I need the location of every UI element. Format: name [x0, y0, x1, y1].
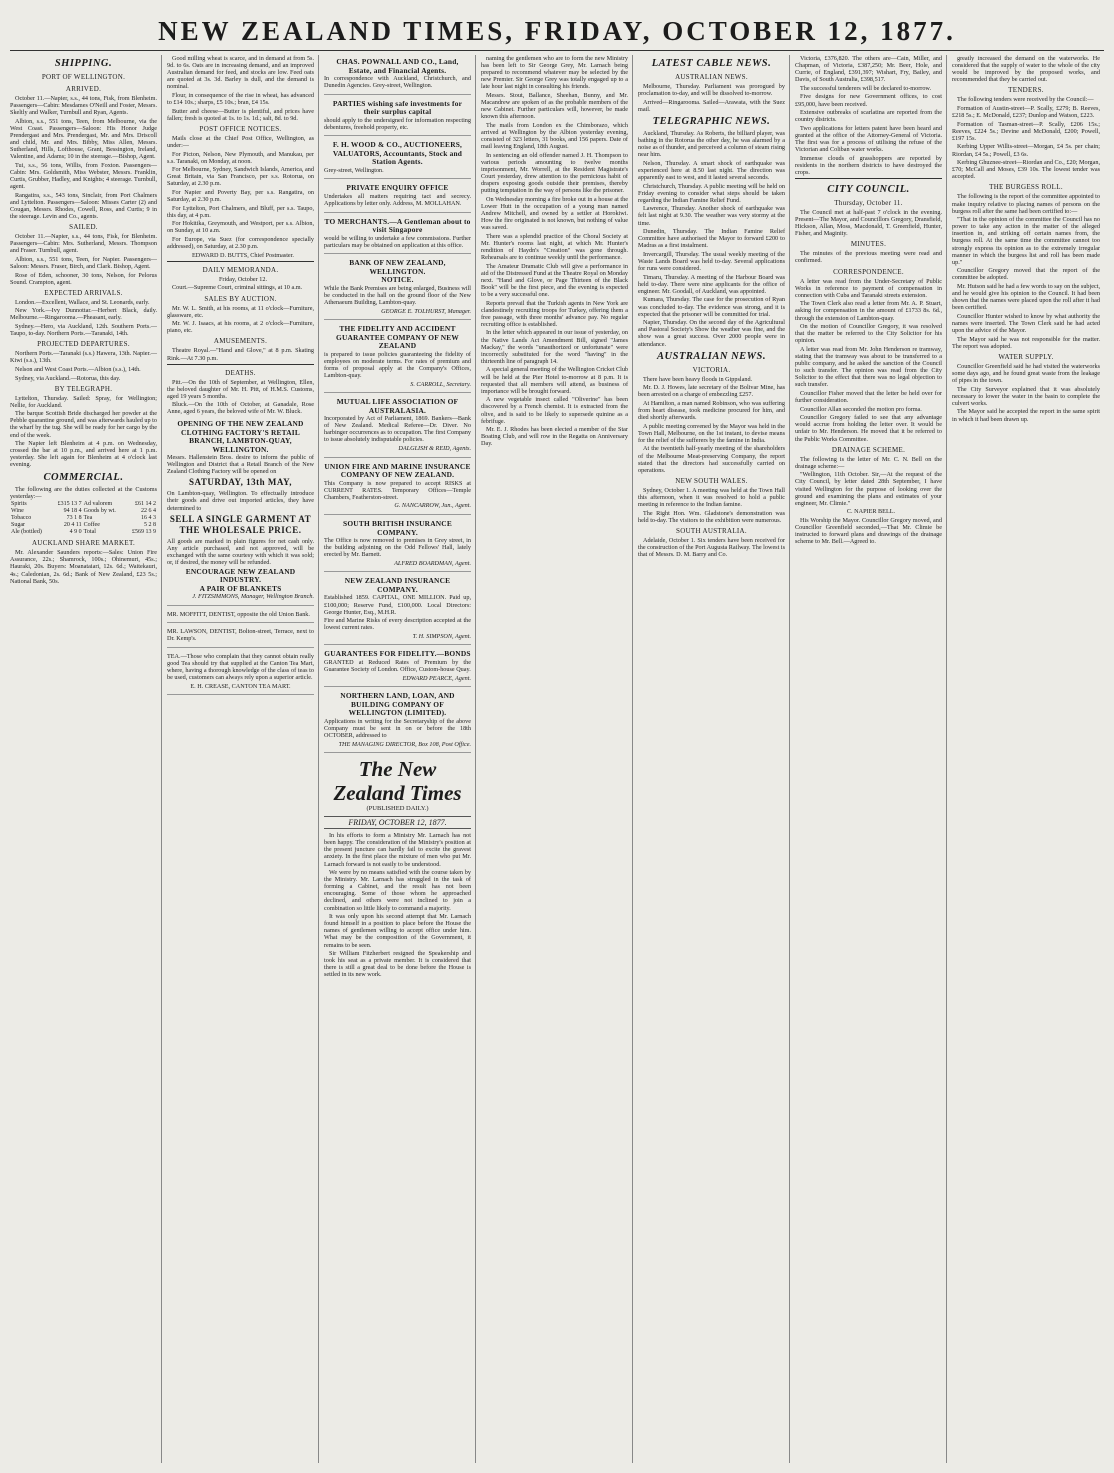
pownall-ad: [324, 55, 471, 95]
ad-text: While the Bank Premises are being enlarged, Business will be conducted in the hall on the ground floor of the New Athenaeum Building, Lambton-quay.: [324, 284, 471, 307]
duties-cell: 5 2 8: [144, 522, 156, 529]
duties-cell: Total: [83, 529, 96, 536]
duties-table: [10, 501, 157, 536]
duties-cell: Goods by wt.: [83, 508, 116, 515]
duties-cell: 16 4 3: [141, 515, 156, 522]
duties-cell: 73 1 8: [66, 515, 82, 522]
city-council-title: CITY COUNCIL.: [827, 184, 910, 195]
editorial-dateline: FRIDAY, OCTOBER 12, 1877.: [324, 816, 471, 829]
commercial-intro: The following are the duties collected at the Customs yesterday:—: [10, 485, 157, 500]
council-paragraph: Councillor Fisher moved that the letter be held over for further consideration.: [795, 389, 942, 405]
news-paragraph: Extensive outbreaks of scarlatina are reported from the country districts.: [795, 109, 942, 124]
post-office-item: For Melbourne, Sydney, Sandwich Islands, America, and Great Britain, via San Francisco, per s.s. Rotorua, on Saturday, at 2.30 p.m.: [167, 166, 314, 188]
merchants-ad: [324, 215, 471, 255]
duties-cell: Wine: [11, 508, 24, 515]
council-date: Thursday, October 11.: [834, 199, 903, 207]
arrived-paragraph: Rangatira, s.s., 543 tons, Sinclair, from Port Chalmers and Lyttelton. Passengers—Saloon: Misses Carter (2) and Cougan, Messrs. Rhodes, Cowell, Ross, and Curtis; 9 in the steerage. Levin and Co., agents.: [10, 191, 157, 220]
newspaper-subtitle: (PUBLISHED DAILY.): [366, 805, 429, 813]
projected-title: PROJECTED DEPARTURES.: [37, 340, 130, 349]
enquiry-office-ad: [324, 181, 471, 212]
ad-heading: TO MERCHANTS.—A Gentleman about to visit Singapore: [324, 216, 471, 235]
ad-date: SATURDAY, 13th MAY,: [188, 477, 293, 488]
wood-auctioneers-ad: [324, 138, 471, 179]
minutes-title: MINUTES.: [850, 240, 887, 249]
burgess-paragraph: "That in the opinion of the committee the Council has no power to take any action in the matter of the alleged insertion in, and striking off certain names from, the burgess roll. At the same time the committee cannot too strongly express its opinion as to the extremely irregular manner in which the burgess list and roll has been made up.": [952, 216, 1100, 266]
column-7: [952, 55, 1104, 1463]
ad-heading: OPENING OF THE NEW ZEALAND CLOTHING FACTORY'S RETAIL BRANCH, LAMBTON-QUAY, WELLINGTON.: [177, 419, 304, 454]
ad-signature: E. H. CREASE, CANTON TEA MART.: [190, 682, 291, 690]
post-office-item: For Napier and Poverty Bay, per s.s. Rangatira, on Saturday, at 2.30 p.m.: [167, 189, 314, 204]
ad-heading: F. H. WOOD & CO., AUCTIONEERS, VALUATORS, Accountants, Stock and Station Agents.: [332, 140, 463, 167]
ad-signature: J. FITZSIMMONS, Manager, Wellington Branch.: [192, 593, 314, 600]
tea-ad: [167, 650, 314, 695]
tenders-paragraph: Formation of Tasman-street—P. Scally, £206 15s.; Reeves, £224 5s.; Devine and McDonald, £200; Powell, £197 15s.: [952, 120, 1100, 142]
post-office-item: For Lyttelton, Port Chalmers, and Bluff, per s.s. Taupo, this day, at 4 p.m.: [167, 204, 314, 219]
nsw-paragraph: The Right Hon. Wm. Gladstone's demonstration was held to-day. The visitors to the exhibition were numerous.: [638, 509, 785, 524]
investment-ad: [324, 97, 471, 137]
news-paragraph: There was a splendid practice of the Choral Society at Mr. Hunter's rooms last night, at which Mr. Hunter's rendition of Haydn's "Creation" was gone through. Rehearsals are to continue weekly until the performance.: [481, 232, 628, 262]
column-2: [167, 55, 319, 1463]
water-paragraph: The City Surveyor explained that it was absolutely necessary to lower the water in the basin to complete the culvert works.: [952, 385, 1100, 407]
news-paragraph: Victoria, £376,820. The others are—Cain, Miller, and Chapman, of Victoria, £387,250; Mr. Beer, Hole, and Currie, of England, £391,397; Wishart, Fry, Bailey, and Davis, of South Australia, £398,517.: [795, 55, 942, 84]
sales-item: Mr. W. L. Smith, at his rooms, at 11 o'clock—Furniture, glassware, etc.: [167, 304, 314, 319]
divider: [795, 178, 942, 179]
ad-text: The Office is now removed to premises in Grey street, in the building adjoining on the Odd Fellows' Hall, lately erected by Mr. Barnett.: [324, 537, 471, 559]
deaths-paragraph: Bluck.—On the 10th of October, at Ganadale, Rose Anne, aged 6 years, the beloved wife of Mr. W. Bluck.: [167, 401, 314, 416]
telegraphic-item: Timaru, Thursday. A meeting of the Harbour Board was held to-day. There were nine applicants for the office of engineer. Mr. Goodall, of Auckland, was appointed.: [638, 273, 785, 295]
post-office-item: For Europe, via Suez (for correspondence specially addressed), on Saturday, at 2.30 p.m.: [167, 236, 314, 251]
telegraphic-item: Auckland, Thursday. As Roberts, the billiard player, was bathing in the Rotorua the other day, he was alarmed by a noise as of thunder, and perceived a column of steam rising near him.: [638, 129, 786, 159]
tenders-paragraph: Kerbing Upper Willis-street—Morgan, £4 5s. per chain; Riordan, £4 5s.; Powell, £3 6s.: [952, 143, 1100, 158]
news-paragraph: Immense clouds of grasshoppers are reported by residents in the northern districts to have destroyed the crops.: [795, 154, 942, 176]
ad-text: In correspondence with Auckland, Christchurch, and Dunedin Agencies. Grey-street, Wellington.: [324, 75, 471, 90]
tenders-intro: The following tenders were received by the Council:—: [957, 96, 1094, 104]
guarantees-ad: [324, 647, 471, 687]
nsw-paragraph: Sydney, October 1. A meeting was held at the Town Hall this afternoon, when it was resolved to hold a public meeting in reference to the Indian famine.: [638, 486, 785, 508]
shipping-title: SHIPPING.: [54, 58, 113, 69]
ad-text: Applications in writing for the Secretaryship of the above Company must be sent in on or before the 18th OCTOBER, addressed to: [324, 717, 471, 739]
duties-cell: Sugar: [11, 522, 25, 529]
union-fire-ad: [324, 460, 471, 515]
editorial-paragraph: It was only upon his second attempt that Mr. Larnach found himself in a position to place before the House the names of gentlemen willing to accept office under him. What may be the composition of the Government, it remains to be seen.: [324, 913, 471, 949]
ad-heading: THE FIDELITY AND ACCIDENT GUARANTEE COMPANY OF NEW ZEALAND: [336, 324, 459, 351]
telegraphic-item: Nelson, Thursday. A smart shock of earthquake was experienced here at 8.50 last night. The direction was apparently east to west, and it lasted several seconds.: [638, 159, 785, 181]
duties-cell: 20 4 11: [63, 522, 82, 529]
council-paragraph: "Wellington, 11th October. Sir,—At the request of the City Council, by letter dated 28th September, I have visited Wellington for the purpose of looking over the ground and examining the plans and estimates of your engineer, Mr. Climie.": [795, 471, 942, 507]
telegraphic-item: Dunedin, Thursday. The Indian Famine Relief Committee have authorised the Mayor to forward £200 to Madras as a first instalment.: [638, 228, 785, 250]
telegraph-paragraph: The Napier left Blenheim at 4 p.m. on Wednesday, crossed the bar at 10 p.m., and arrived here at 1 p.m. yesterday. She left again for Blenheim at 4 o'clock last evening.: [10, 440, 157, 469]
news-paragraph: Reports prevail that the Turkish agents in New York are clandestinely recruiting troops for Turkey, offering them a free passage, with three months' advance pay. No regular recruiting office is established.: [481, 299, 628, 328]
council-signature: C. NAPIER BELL.: [846, 508, 896, 516]
victoria-paragraph: There have been heavy floods in Gippsland.: [643, 375, 753, 383]
ad-text: MR. LAWSON, DENTIST, Bolton-street, Terrace, next to Dr. Kemp's.: [167, 628, 314, 643]
arrived-paragraph: October 11.—Napier, s.s., 44 tons, Fisk, from Blenheim. Passengers—Cabin: Mesdames O'Neill and Foster, Messrs. Skeltly and Walker, Turnbull and Ryan, Agents.: [10, 95, 157, 117]
telegraphic-list: [638, 130, 785, 348]
cable-news-title: LATEST CABLE NEWS.: [651, 58, 772, 69]
tenders-paragraph: Kerbing Ghuznee-street—Riordan and Co., £20; Morgan, £70; McCall and Moses, £39 10s. The lowest tender was accepted.: [952, 159, 1100, 181]
market-paragraph: Flour, in consequence of the rise in wheat, has advanced to £14 10s.; sharps, £5 10s.; bran, £4 15s.: [167, 91, 314, 107]
editorial-paragraph: In his efforts to form a Ministry Mr. Larnach has not been happy. The consideration of the Ministry's position at the present juncture can hardly fail to excite the gravest anxiety. In the first place the mixture of men who put Mr. Larnach forward is not easily to be understood.: [324, 832, 471, 868]
water-supply-title: WATER SUPPLY.: [998, 352, 1054, 361]
ad-text: All goods are marked in plain figures for net cash only. Any article purchased, and not approved, will be exchanged with the same courtesy with which it was sold; or, if desired, the money will be refunded.: [167, 537, 314, 566]
arrived-title: ARRIVED.: [65, 85, 102, 93]
victoria-paragraph: At the twentieth half-yearly meeting of the shareholders of the Melbourne Meat-preserving Company, the report stated that the directors had successfully carried on operations.: [638, 445, 785, 474]
victoria-title: VICTORIA.: [692, 365, 731, 374]
duties-cell: 94 18 4: [63, 508, 82, 515]
council-paragraph: greatly increased the demand on the waterworks. He considered that the supply of water to the whole of the city would be improved by the proposed works, and recommended that they be carried out.: [952, 55, 1100, 84]
water-paragraph: The Mayor said he accepted the report in the same spirit in which it had been drawn up.: [952, 408, 1100, 423]
duties-cell: Tobacco: [11, 515, 32, 522]
news-paragraph: A new vegetable insect called "Oliverine" has been discovered by a French chemist. It is extracted from the olive, and is said to be likely to supersede quinine as a febrifuge.: [481, 396, 628, 425]
council-paragraph: Councillor Allan seconded the motion pro forma.: [800, 405, 922, 413]
mutual-life-ad: [324, 395, 471, 457]
column-5: [638, 55, 790, 1463]
duties-cell: Tea: [83, 515, 93, 522]
nz-insurance-ad: [324, 574, 471, 645]
council-paragraph: The minutes of the previous meeting were read and confirmed.: [795, 250, 942, 265]
masthead-rule: [10, 50, 1104, 51]
masthead: NEW ZEALAND TIMES, FRIDAY, OCTOBER 12, 1877.: [158, 16, 956, 46]
telegraph-paragraph: Lyttelton, Thursday. Sailed: Spray, for Wellington; Nellie, for Auckland.: [10, 394, 157, 409]
news-paragraph: naming the gentlemen who are to form the new Ministry has been left to Sir George Grey, Mr. Larnach being prepared to recommend whatever may be selected by the new Premier. Sir George Grey was totally engaged up to a late hour last night in consulting his friends.: [481, 55, 628, 91]
sales-list: [167, 305, 314, 335]
ad-text: TEA.—Those who complain that they cannot obtain really good Tea should try that supplied at the Canton Tea Mart, where, having a thorough knowledge of the class of teas to be used, customers can always rely upon a superior article.: [167, 652, 314, 682]
council-paragraph: A letter was read from Mr. John Henderson re tramway, stating that the tramway was about to be transferred to a public company, and he asked the sanction of the Council to such transfer. The opinion was read from the City Solicitor to the effect that there was no legal objection to such transfer.: [795, 345, 942, 389]
australian-news-title: AUSTRALIAN NEWS.: [675, 73, 748, 81]
duties-cell: Spirits: [11, 501, 27, 508]
ad-text: would be willing to undertake a few commissions. Further particulars may be obtained on application at this office.: [324, 234, 471, 249]
duties-cell: £569 13 9: [132, 529, 156, 536]
ad-signature: T. H. SIMPSON, Agent.: [412, 632, 471, 640]
ad-signature: ALFRED BOARDMAN, Agent.: [394, 559, 471, 567]
projected-paragraph: Nelson and West Coast Ports.—Albion (s.s.), 14th.: [15, 365, 141, 373]
cable-paragraph: Melbourne, Thursday. Parliament was prorogued by proclamation to-day, and will be dissolved to-morrow.: [638, 83, 785, 98]
nsw-title: NEW SOUTH WALES.: [675, 476, 748, 485]
telegraphic-item: Lawrence, Thursday. Another shock of earthquake was felt last night at 9.30. The weather was very stormy at the time.: [638, 205, 785, 227]
news-paragraph: Messrs. Stout, Ballance, Sheehan, Bunny, and Mr. Macandrew are spoken of as the probable members of the new Cabinet. Further particulars will, however, be made known this afternoon.: [481, 91, 628, 121]
sailed-paragraph: October 11.—Napier, s.s., 44 tons, Fisk, for Blenheim. Passengers—Cabin: Mrs. Sutherland, Messrs. Thompson and Fraser. Turnbull, agent.: [10, 233, 157, 255]
burgess-paragraph: The following is the report of the committee appointed to make inquiry relative to placing names of persons on the burgess roll after the same had been certified to:—: [952, 193, 1100, 215]
post-office-signature: EDWARD D. BUTTS, Chief Postmaster.: [192, 251, 294, 259]
post-office-title: POST OFFICE NOTICES.: [199, 124, 282, 133]
northern-land-ad: [324, 689, 471, 753]
telegraphic-news-title: TELEGRAPHIC NEWS.: [652, 115, 771, 127]
projected-paragraph: Sydney, via Auckland.—Rotorua, this day.: [15, 374, 121, 382]
ad-heading: SOUTH BRITISH INSURANCE COMPANY.: [343, 519, 452, 537]
duties-cell: £61 14 2: [135, 501, 156, 508]
ad-heading: NORTHERN LAND, LOAN, AND BUILDING COMPANY OF WELLINGTON (LIMITED).: [340, 691, 455, 718]
ad-offer: SELL A SINGLE GARMENT AT THE WHOLESALE PRICE.: [169, 513, 312, 535]
post-office-item: For Picton, Nelson, New Plymouth, and Manukau, per s.s. Taranaki, on Monday, at noon.: [167, 150, 314, 165]
ad-heading: MUTUAL LIFE ASSOCIATION OF AUSTRALASIA.: [336, 397, 459, 415]
sa-paragraph: Adelaide, October 1. Six tenders have been received for the construction of the Port Augusta Railway. The lowest is that of Messrs. D. M. Barry and Co.: [638, 536, 785, 558]
newspaper-title: The New Zealand Times: [333, 757, 462, 806]
burgess-paragraph: The Mayor said he was not responsible for the matter. The report was adopted.: [952, 335, 1100, 350]
amusements-paragraph: Theatre Royal.—"Hand and Glove," at 8 p.m. Skating Rink.—At 7.30 p.m.: [167, 347, 314, 362]
ad-text: MR. MOFFITT, DENTIST, opposite the old Union Bank.: [167, 610, 310, 618]
ad-signature: EDWARD PEARCE, Agent.: [402, 674, 471, 682]
ad-text: Established 1859. CAPITAL, ONE MILLION. Paid up, £100,000; Reserve Fund, £100,000. Local Directors: George Hunter, Esq., M.H.R.: [324, 594, 471, 616]
telegraph-paragraph: The barque Scottish Bride discharged her powder at the Pebble quarantine ground, and was afterwards hauled up to the wharf by the tug. She will be ready for her cargo by the end of the week.: [10, 410, 157, 439]
memoranda-title: DAILY MEMORANDA.: [202, 265, 279, 274]
expected-paragraph: Sydney.—Hero, via Auckland, 12th. Southern Ports.—Taupo, to-day. Northern Ports.—Taranaki, 14th.: [10, 323, 157, 338]
news-paragraph: A special general meeting of the Wellington Cricket Club will be held at the Pier Hotel to-morrow at 8 p.m. It is requested that all members will attend, as business of importance will be brought forward.: [481, 366, 629, 395]
burgess-paragraph: Councillor Hunter wished to know by what authority the names were inserted. The Town Clerk said he had acted upon the advice of the Mayor.: [952, 312, 1100, 335]
commercial-title: COMMERCIAL.: [43, 471, 124, 483]
projected-paragraph: Northern Ports.—Taranaki (s.s.) Hawera, 13th. Napier.—Kiwi (s.s.), 13th.: [10, 350, 157, 365]
news-paragraph: The successful tenderers will be declared to-morrow.: [800, 84, 932, 92]
duties-cell: Coffee: [83, 522, 100, 529]
divider: [167, 261, 314, 262]
ad-signature: G. NANCARROW, Jun., Agent.: [394, 502, 471, 510]
council-paragraph: The Council met at half-past 7 o'clock in the evening. Present—The Mayor, and Councillors Gregory, Dransfield, Hickson, Allan, Moss, Macdonald, T. Greenfield, Hunter, Fisher, and Maginity.: [795, 209, 942, 238]
victoria-paragraph: Mr. D. J. Howes, late secretary of the Bolivar Mine, has been arrested on a charge of embezzling £257.: [638, 384, 785, 399]
sa-title: SOUTH AUSTRALIA.: [676, 526, 747, 535]
correspondence-title: CORRESPONDENCE.: [833, 267, 904, 276]
duties-row: [10, 529, 157, 536]
ad-text: is prepared to issue policies guaranteeing the fidelity of employees on moderate terms. For rates of premium and forms of proposal apply at the Company's Offices, Lambton-quay.: [324, 350, 471, 379]
column-3: [324, 55, 476, 1463]
arrived-paragraph: Tui, s.s., 56 tons, Willis, from Foxton. Passengers—Cabin: Mrs. Goldsmith, Miss Webster, Messrs. Franklin, Curtis, Grubber, Hadley, and Knights; 4 steerage. Turnbull, agent.: [10, 161, 157, 191]
news-paragraph: Mr. E. J. Rhodes has been elected a member of the Star Boating Club, and will row in the Regatta on Anniversary Day.: [481, 426, 628, 448]
news-paragraph: On Wednesday morning a fire broke out in a house at the Lower Hutt in the occupation of a young man named Andrew Mitchell, and owned by a settler at Horokiwi. How the fire originated is not known, but nothing of value was saved.: [481, 195, 628, 232]
news-paragraph: The mails from London ex the Chimborazo, which arrived at Wellington by the Albion yesterday evening, consisted of 323 letters, 31 books, and 156 papers. Date of mail leaving England, 18th August.: [481, 121, 628, 151]
fidelity-ad: [324, 322, 471, 393]
victoria-paragraph: At Hamilton, a man named Robinson, who was suffering from heart disease, took medicine procured for him, and died shortly afterwards.: [638, 399, 785, 422]
duties-cell: 22 6 4: [141, 508, 156, 515]
ad-text: Undertakes all matters requiring tact and secrecy. Applications by letter only. Address, M. MOLLAHAN.: [324, 192, 471, 208]
ad-heading: CHAS. POWNALL AND CO., Land, Estate, and Financial Agents.: [336, 57, 459, 75]
duties-cell: Ale (bottled): [11, 529, 42, 536]
duties-cell: 4 9 0: [69, 529, 82, 536]
victoria-paragraph: A public meeting convened by the Mayor was held in the Town Hall, Melbourne, on the 1st instant, to devise means for the relief of the sufferers by the famine in India.: [638, 422, 785, 444]
deaths-paragraph: Pitt.—On the 10th of September, at Wellington, Ellen, the beloved daughter of Mr. H. Pitt, of H.M.S. Customs, aged 19 years 5 months.: [167, 378, 314, 400]
ad-heading: PARTIES wishing safe investments for their surplus capital: [332, 98, 463, 117]
market-paragraph: Good milling wheat is scarce, and in demand at from 5s. 9d. to 6s. Oats are in increasing demand, and an improved Australian demand for feed, and stocks are low. Feed oats are quoted at 3s. 3d. Barley is dull, and the demand is nominal.: [167, 55, 314, 91]
sales-item: Mr. W. J. Isaacs, at his rooms, at 2 o'clock—Furniture, piano, etc.: [167, 320, 314, 335]
column-6: [795, 55, 947, 1463]
ad-text: Incorporated by Act of Parliament, 1869. Bankers—Bank of New Zealand. Medical Referee—Dr. Diver. No harbinger occurrences as to occupation. The first Company to issue absolutely indisputable policies.: [324, 415, 471, 444]
editorial-paragraph: We were by no means satisfied with the course taken by the Ministry. Mr. Larnach has struggled in the task of forming a Cabinet, and the result has not been encouraging. Some of those whom he approached declined, and others were not inclined to join a combination so little likely to command a majority.: [324, 869, 471, 912]
duties-row: [10, 508, 157, 515]
share-market-paragraph: Mr. Alexander Saunders reports:—Sales: Union Fire Assurance, 22s.; Shamrock, 100s.; Ohinemuri, 45s.; Hauraki, 20s. Buyers: Moanataiari, 12s. 6d.; Waitekauri, 4s.; Caledonian, 2s. 6d.; Bank of New Zealand, £23 5s.; National Bank, 50s.: [10, 549, 157, 585]
council-paragraph: On the motion of Councillor Gregory, it was resolved that the matter be referred to the City Solicitor for his opinion.: [795, 323, 942, 345]
ad-text: On Lambton-quay, Wellington. To effectually introduce their goods and drive out imported articles, they have determined to: [167, 490, 314, 512]
ad-signature: DALGLISH & REID, Agents.: [398, 445, 471, 453]
duties-row: [10, 501, 157, 508]
columns: [10, 55, 1104, 1463]
duties-cell: Ad valorem: [83, 501, 113, 508]
tenders-title: TENDERS.: [1008, 86, 1044, 95]
arrived-paragraph: Albion, s.s., 551 tons, Teen, from Melbourne, via the West Coast. Passengers—Saloon: His Honor Judge Prendergast and Mrs. Prendergast, Mr. and Mrs. Driscoll and child, Mr. and Mrs. Bibby, Miss Allen, Messrs. Sutherland, Hills, Lofthouse, Grant, Bessington, Ireland, Valentine, and Adams; 10 in the steerage.—Bishop, Agent.: [10, 117, 157, 161]
council-paragraph: His Worship the Mayor. Councillor Gregory moved, and Councillor Greenfield seconded,—That Mr. Climie be instructed to forward plans and drawings of the drainage scheme to Mr. Bell.—Agreed to.: [795, 516, 942, 546]
column-1: [10, 55, 162, 1463]
ad-heading: UNION FIRE AND MARINE INSURANCE COMPANY OF NEW ZEALAND.: [324, 461, 471, 480]
council-paragraph: A letter was read from the Under-Secretary of Public Works in reference to payment of compensation in connection with Cuba and Taranaki streets extension.: [795, 277, 942, 299]
amusements-title: AMUSEMENTS.: [213, 337, 268, 346]
burgess-title: THE BURGESS ROLL.: [989, 183, 1063, 192]
south-british-ad: [324, 517, 471, 572]
ad-text: Messrs. Hallenstein Bros. desire to inform the public of Wellington and District that a Retail Branch of the New Zealand Clothing Factory will be opened on: [167, 454, 314, 476]
ad-heading: NEW ZEALAND INSURANCE COMPANY.: [344, 576, 451, 594]
telegraphic-item: Invercargill, Thursday. The usual weekly meeting of the Waste Lands Board was held to-day. Several applications for runs were considered.: [638, 250, 785, 273]
expected-paragraph: New York.—Ivy Dunnottar.—Herbert Black, daily. Melbourne.—Ringarooma.—Pheasant, early.: [10, 307, 157, 322]
port-title: PORT OF WELLINGTON.: [41, 73, 126, 81]
ad-heading: GUARANTEES FOR FIDELITY.—BONDS: [324, 649, 471, 659]
sales-title: SALES BY AUCTION.: [204, 294, 277, 303]
ad-text: GRANTED at Reduced Rates of Premium by the Guarantee Society of London. Office, Custom-house Quay.: [324, 658, 471, 674]
council-paragraph: The Town Clerk also read a letter from Mr. A. P. Stuart, asking for compensation in the amount of £1733 8s. 6d., through the extension of Lambton-quay.: [795, 300, 942, 322]
ad-subheading: NOTICE.: [381, 275, 414, 285]
cable-paragraph: Arrived—Ringarooma. Sailed—Arawata, with the Suez mail.: [638, 98, 785, 113]
ad-text: Fire and Marine Risks of every description accepted at the lowest current rates.: [324, 617, 471, 632]
australian-news-title-2: AUSTRALIAN NEWS.: [657, 350, 766, 362]
ad-text: Grey-street, Wellington.: [324, 166, 384, 174]
column-4: [481, 55, 633, 1463]
ad-text: This Company is now prepared to accept RISKS at CURRENT RATES. Temporary Offices—Temple Chambers, Featherston-street.: [324, 479, 471, 501]
sailed-paragraph: Rose of Eden, schooner, 30 tons, Nelson, for Pelorus Sound. Crampton, agent.: [10, 271, 157, 286]
dentist-ad: [167, 625, 314, 648]
burgess-paragraph: Mr. Hutson said he had a few words to say on the subject, and he would give his opinion to the Council. It had been shown that the names were placed upon the roll after it had been certified.: [952, 283, 1100, 312]
expected-title: EXPECTED ARRIVALS.: [44, 288, 123, 297]
market-paragraph: Butter and cheese—Butter is plentiful, and prices have fallen; fresh is quoted at 1s. to 1s. 1d.; salt, 8d. to 9d.: [167, 107, 314, 122]
post-office-intro: Mails close at the Chief Post Office, Wellington, as under:—: [167, 134, 314, 149]
duties-cell: £315 13 7: [57, 501, 82, 508]
water-paragraph: Councillor Greenfield said he had visited the waterworks some days ago, and he found great waste from the leakage of pipes in the town.: [952, 362, 1100, 385]
memoranda-court: Court.—Supreme Court, criminal sittings, at 10 a.m.: [172, 284, 303, 292]
post-office-item: For Hokitika, Greymouth, and Westport, per s.s. Albion, on Sunday, at 10 a.m.: [167, 220, 314, 235]
deaths-title: DEATHS.: [225, 368, 256, 377]
telegraphic-item: Napier, Thursday. On the second day of the Agricultural and Pastoral Society's Show the weather was fine, and the show was a great success. Over 2000 people were in attendance.: [638, 319, 785, 348]
ad-signature: S. CARROLL, Secretary.: [410, 380, 471, 388]
sailed-paragraph: Albion, s.s., 551 tons, Teen, for Napier. Passengers—Saloon: Messrs. Fraser, Birch, and Clark. Bishop, Agent.: [10, 255, 157, 270]
telegraph-title: BY TELEGRAPH.: [54, 384, 113, 393]
share-market-title: AUCKLAND SHARE MARKET.: [31, 539, 136, 548]
ad-heading: PRIVATE ENQUIRY OFFICE: [346, 183, 449, 193]
divider: [167, 364, 314, 365]
news-paragraph: In the letter which appeared in our issue of yesterday, on the Native Lands Act Amendment Bill, signed "James Mackay," the words "unauthorized or unfortunate" were incorrectly substituted for the word "having" in the thirteenth line of paragraph 14.: [481, 329, 628, 365]
burgess-paragraph: Councillor Gregory moved that the report of the committee be adopted.: [952, 267, 1100, 282]
news-paragraph: Two applications for letters patent have been heard and granted at the office of the Attorney-General of Victoria. The first was for a process of utilising the refuse of the Victorian and Coliban water works.: [795, 124, 942, 154]
expected-paragraph: London.—Excellent, Wallace, and St. Leonards, early.: [15, 298, 150, 306]
news-paragraph: Five designs for new Government offices, to cost £95,000, have been received.: [795, 93, 942, 108]
post-office-list: [167, 151, 314, 251]
clothing-factory-ad: [167, 417, 314, 606]
tenders-paragraph: Formation of Austin-street—P. Scally, £279; B. Reeves, £218 5s.; E. McDonald, £237; Dunlop and Watson, £223.: [952, 104, 1100, 120]
news-paragraph: The Amateur Dramatic Club will give a performance in aid of the Distressed Fund at the Theatre Royal on Monday next. "Hand and Glove, or Page Thirteen of the Black Book" will be the first piece, and the evening is expected to be a very successful one.: [481, 262, 628, 298]
ad-blankets: A PAIR OF BLANKETS: [199, 583, 282, 593]
news-paragraph: In sentencing an old offender named J. H. Thompson to various periods amounting to twelve months imprisonment, Mr. Worrell, at the Resident Magistrate's Court yesterday, drew attention to the pernicious habit of drapers exposing goods outside their premises, thereby putting temptation in the way of persons like the prisoner.: [481, 151, 628, 195]
editorial-paragraph: Sir William Fitzherbert resigned the Speakership and took his seat as a private member. It is considered that there is still a great deal to be done before the House is settled in its new work.: [324, 950, 471, 979]
sailed-title: SAILED.: [69, 223, 98, 232]
memoranda-date: Friday, October 12.: [218, 275, 268, 283]
ad-signature: THE MANAGING DIRECTOR, Box 108, Post Office.: [338, 740, 471, 748]
drainage-title: DRAINAGE SCHEME.: [831, 445, 906, 454]
ad-heading: BANK OF NEW ZEALAND, WELLINGTON.: [349, 258, 446, 276]
telegraphic-item: Kumara, Thursday. The case for the prosecution of Ryan was concluded to-day. The evidence was strong, and it is expected that the prisoner will be committed for trial.: [638, 296, 785, 318]
council-paragraph: Councillor Gregory failed to see that any advantage would accrue from holding the letter over. It would be unfair to Mr. Henderson. He moved that it be referred to the Public Works Committee.: [795, 414, 942, 443]
dentist-ad: [167, 608, 314, 624]
ad-slogan: ENCOURAGE NEW ZEALAND INDUSTRY.: [185, 566, 296, 584]
ad-signature: GEORGE E. TOLHURST, Manager.: [381, 307, 471, 315]
bank-ad: [324, 256, 471, 320]
ad-text: should apply to the undersigned for information respecting debentures, freehold property, etc.: [324, 116, 471, 131]
council-paragraph: The following is the letter of Mr. C. N. Bell on the drainage scheme:—: [795, 455, 942, 470]
telegraphic-item: Christchurch, Thursday. A public meeting will be held on Friday evening to consider what steps should be taken regarding the Indian Famine Relief Fund.: [638, 182, 785, 204]
